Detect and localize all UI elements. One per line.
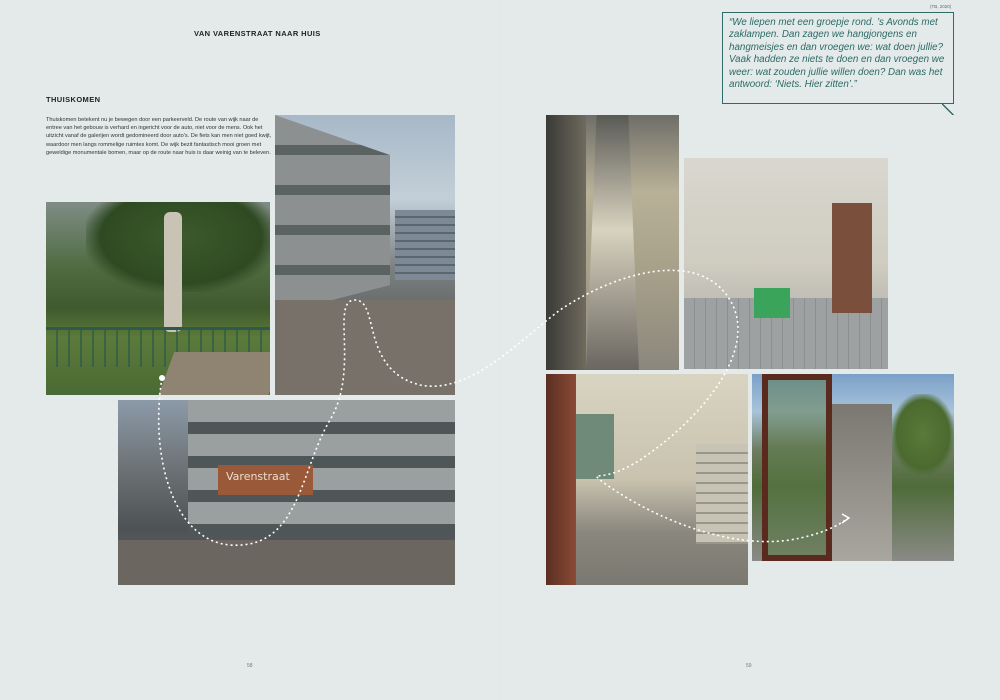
pavement [118, 540, 455, 585]
gallery-walkway [832, 404, 892, 561]
open-door [546, 374, 576, 585]
stairs [696, 444, 748, 544]
photo-stairwell-landing [546, 374, 748, 585]
distant-building [395, 210, 455, 280]
quote-source: (TB, 2020) [930, 4, 952, 9]
page-gutter [499, 0, 501, 700]
photo-park-with-bicycle [46, 202, 270, 395]
quote-box [722, 12, 954, 104]
page-number-left: 58 [247, 663, 253, 669]
parking-ground [275, 300, 455, 395]
photo-gallery-flat-exterior [275, 115, 455, 395]
path [158, 352, 270, 395]
green-door [576, 414, 614, 479]
sign-text: Varenstraat [226, 470, 290, 483]
stairwell [832, 203, 872, 313]
page-number-right: 59 [746, 663, 752, 669]
entrance-sign [218, 465, 313, 495]
corridor-wall [546, 115, 586, 370]
trees [892, 394, 954, 474]
gallery-building [275, 115, 390, 315]
corridor-floor [586, 115, 639, 370]
photo-gallery-balcony-door [752, 374, 954, 561]
quote-text: “We liepen met een groepje rond. ’s Avonds met zaklampen. Dan zagen we hangjongens en hangmeisjes en dan vroegen we: wat doen jullie? Vaak hadden ze niets te doen en dan vroegen we weer: wat zouden jullie willen doen? Dan was het antwoord: ‘Niets. Hier zitten’.” [729, 17, 945, 91]
body-text: Thuiskomen betekent nu je bewegen door een parkeerveld. De route van wijk naar de entree van het gebouw is verhard en ingericht voor de auto, niet voor de mens. Ook het uitzicht vanaf de galerijen wordt gedomineerd door auto's. De fiets kan men niet goed kwijt, waardoor men langs rommelige ruimtes komt. De wijk bezit fantastisch mooi groen met geweldige monumentale bomen, maar op de route naar huis is daar weinig van te beleven. [46, 117, 272, 156]
door-frame [762, 374, 832, 561]
section-title: THUISKOMEN [46, 95, 101, 104]
photo-interior-corridor [546, 115, 679, 370]
photo-lobby-with-bench [684, 158, 888, 369]
green-bench [754, 288, 790, 318]
tree-trunk [164, 212, 182, 332]
photo-entrance-varenstraat [118, 400, 455, 585]
running-head: VAN VARENSTRAAT NAAR HUIS [194, 29, 321, 38]
